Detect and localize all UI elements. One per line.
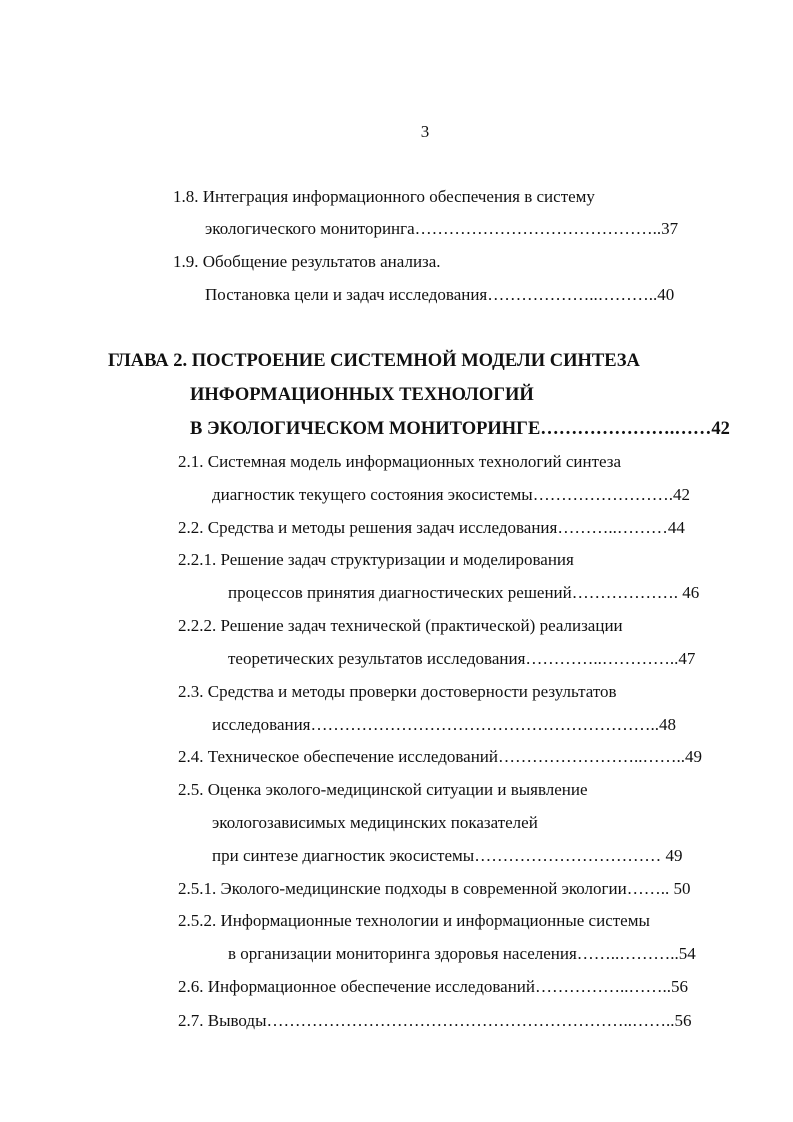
toc-1-8-line-2: экологического мониторинга……………………………………..37 (205, 219, 679, 238)
toc-2-2-line-1: 2.2. Средства и методы решения задач исследования………..………44 (178, 518, 685, 537)
toc-2-2-1-line-2: процессов принятия диагностических решений………………. 46 (228, 583, 700, 602)
toc-2-3-line-1: 2.3. Средства и методы проверки достоверности результатов (178, 682, 617, 701)
toc-2-1-line-1: 2.1. Системная модель информационных технологий синтеза (178, 452, 622, 471)
toc-2-5-2-line-1: 2.5.2. Информационные технологии и информационные системы (178, 911, 650, 930)
toc-1-9-line-2: Постановка цели и задач исследования………………..………..40 (205, 285, 675, 304)
toc-2-5-line-1: 2.5. Оценка эколого-медицинской ситуации и выявление (178, 780, 588, 799)
toc-1-9-line-1: 1.9. Обобщение результатов анализа. (173, 252, 441, 271)
page-number: 3 (420, 122, 430, 141)
toc-2-5-1-line-1: 2.5.1. Эколого-медицинские подходы в современной экологии…….. 50 (178, 879, 691, 898)
toc-2-2-2-line-1: 2.2.2. Решение задач технической (практической) реализации (178, 616, 623, 635)
toc-2-7-line-1: 2.7. Выводы………………………………………………………..……..56 (178, 1011, 692, 1030)
toc-2-5-2-line-2: в организации мониторинга здоровья населения……..………..54 (228, 944, 696, 963)
toc-1-8-line-1: 1.8. Интеграция информационного обеспечения в систему (173, 187, 595, 206)
chapter-2-title-line-1: ГЛАВА 2. ПОСТРОЕНИЕ СИСТЕМНОЙ МОДЕЛИ СИНТЕЗА (108, 351, 640, 371)
toc-2-4-line-1: 2.4. Техническое обеспечение исследований……………………..……..49 (178, 747, 702, 766)
toc-2-5-line-2: экологозависимых медицинских показателей (212, 813, 538, 832)
toc-2-5-line-3: при синтезе диагностик экосистемы…………………………… 49 (212, 846, 683, 865)
toc-2-3-line-2: исследования……………………………………………………..48 (212, 715, 677, 734)
chapter-2-title-line-3: В ЭКОЛОГИЧЕСКОМ МОНИТОРИНГЕ………………….……42 (190, 419, 730, 439)
toc-2-2-2-line-2: теоретических результатов исследования…………..…………..47 (228, 649, 696, 668)
toc-2-6-line-1: 2.6. Информационное обеспечение исследований……………..……..56 (178, 977, 688, 996)
toc-2-1-line-2: диагностик текущего состояния экосистемы…………………….42 (212, 485, 690, 504)
chapter-2-title-line-2: ИНФОРМАЦИОННЫХ ТЕХНОЛОГИЙ (190, 385, 534, 405)
toc-2-2-1-line-1: 2.2.1. Решение задач структуризации и моделирования (178, 550, 574, 569)
